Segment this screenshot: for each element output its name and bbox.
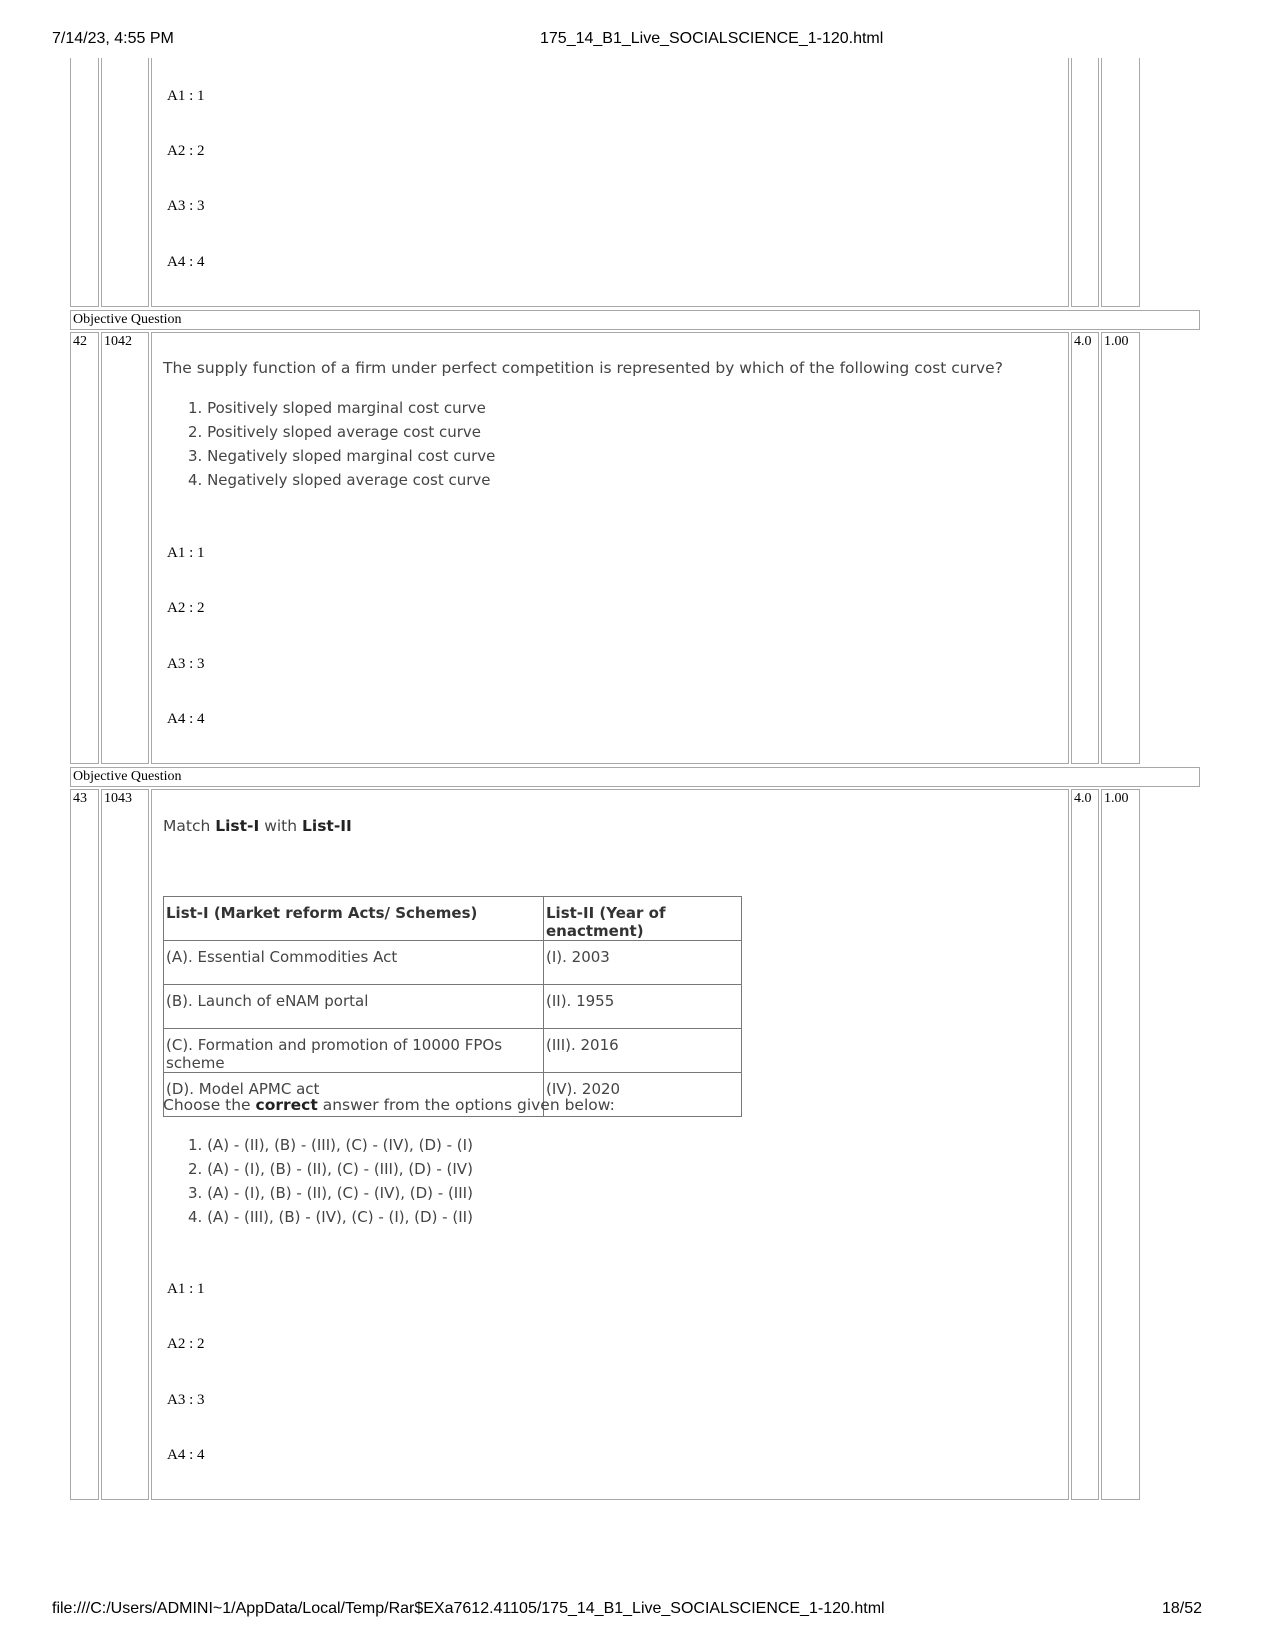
table-cell: (B). Launch of eNAM portal — [164, 985, 544, 1029]
print-file-path: file:///C:/Users/ADMINI~1/AppData/Local/Temp/Rar$EXa7612.41105/175_14_B1_Live_SOCIALSCIENCE_1-120.html — [52, 1600, 885, 1617]
prev-answer-3: A3 : 3 — [167, 198, 205, 214]
q43-answer-3: A3 : 3 — [167, 1392, 205, 1408]
q43-choose-instruction: Choose the correct answer from the options given below: — [163, 1096, 615, 1114]
prev-marks-cell — [1071, 58, 1099, 307]
q42-option-2: 2. Positively sloped average cost curve — [188, 423, 482, 441]
match-table — [163, 896, 742, 1117]
table-row — [164, 985, 742, 1029]
q43-option-2: 2. (A) - (I), (B) - (II), (C) - (III), (D) - (IV) — [188, 1160, 473, 1178]
q42-neg-cell — [1101, 332, 1140, 764]
print-page-number: 18/52 — [1162, 1600, 1203, 1617]
q42-answer-3: A3 : 3 — [167, 656, 205, 672]
q42-neg: 1.00 — [1104, 334, 1129, 349]
q43-option-4: 4. (A) - (III), (B) - (IV), (C) - (I), (D) - (II) — [188, 1208, 473, 1226]
q43-marks-cell — [1071, 789, 1099, 1500]
prev-answer-4: A4 : 4 — [167, 254, 205, 270]
table-cell: (IV). 2020 — [544, 1073, 742, 1117]
table-header-row — [164, 897, 742, 941]
table-cell: (C). Formation and promotion of 10000 FPOs scheme — [164, 1029, 544, 1073]
prev-answer-2: A2 : 2 — [167, 143, 205, 159]
q42-question-text: The supply function of a firm under perfect competition is represented by which of the following cost curve? — [163, 359, 1003, 377]
q43-sno: 43 — [73, 791, 87, 806]
q42-option-3: 3. Negatively sloped marginal cost curve — [188, 447, 496, 465]
q42-qid: 1042 — [104, 334, 132, 349]
q42-option-4: 4. Negatively sloped average cost curve — [188, 471, 491, 489]
q43-match-instruction: Match List-I with List-II — [163, 817, 352, 835]
table-row — [164, 1029, 742, 1073]
prev-qid-cell — [101, 58, 149, 307]
question-type-label: Objective Question — [70, 767, 1200, 787]
print-title: 175_14_B1_Live_SOCIALSCIENCE_1-120.html — [540, 30, 884, 47]
table-header-list2: List-II (Year of enactment) — [544, 897, 742, 941]
q43-neg-cell — [1101, 789, 1140, 1500]
list2-label: List-II — [302, 817, 352, 835]
q43-option-1: 1. (A) - (II), (B) - (III), (C) - (IV), (D) - (I) — [188, 1136, 473, 1154]
print-datetime: 7/14/23, 4:55 PM — [52, 30, 174, 47]
table-cell: (I). 2003 — [544, 941, 742, 985]
q42-sno-cell — [70, 332, 99, 764]
table-cell: (II). 1955 — [544, 985, 742, 1029]
table-header-list1: List-I (Market reform Acts/ Schemes) — [164, 897, 544, 941]
q43-qid: 1043 — [104, 791, 132, 806]
q43-option-3: 3. (A) - (I), (B) - (II), (C) - (IV), (D) - (III) — [188, 1184, 473, 1202]
q42-answer-4: A4 : 4 — [167, 711, 205, 727]
table-cell: (D). Model APMC act — [164, 1073, 544, 1117]
q42-qid-cell — [101, 332, 149, 764]
q43-qid-cell — [101, 789, 149, 1500]
q43-answer-1: A1 : 1 — [167, 1281, 205, 1297]
q42-sno: 42 — [73, 334, 87, 349]
q42-option-1: 1. Positively sloped marginal cost curve — [188, 399, 486, 417]
prev-neg-cell — [1101, 58, 1140, 307]
table-row — [164, 941, 742, 985]
q42-answer-1: A1 : 1 — [167, 545, 205, 561]
prev-sno-cell — [70, 58, 99, 307]
correct-emphasis: correct — [255, 1096, 318, 1114]
q43-marks: 4.0 — [1074, 791, 1092, 806]
table-cell: (A). Essential Commodities Act — [164, 941, 544, 985]
q42-question-cell — [151, 332, 1069, 764]
table-cell: (III). 2016 — [544, 1029, 742, 1073]
q42-marks-cell — [1071, 332, 1099, 764]
prev-answer-1: A1 : 1 — [167, 88, 205, 104]
q42-marks: 4.0 — [1074, 334, 1092, 349]
q43-neg: 1.00 — [1104, 791, 1129, 806]
question-type-label: Objective Question — [70, 310, 1200, 330]
q43-answer-2: A2 : 2 — [167, 1336, 205, 1352]
q43-sno-cell — [70, 789, 99, 1500]
q43-answer-4: A4 : 4 — [167, 1447, 205, 1463]
q42-answer-2: A2 : 2 — [167, 600, 205, 616]
prev-question-cell — [151, 58, 1069, 307]
list1-label: List-I — [215, 817, 260, 835]
